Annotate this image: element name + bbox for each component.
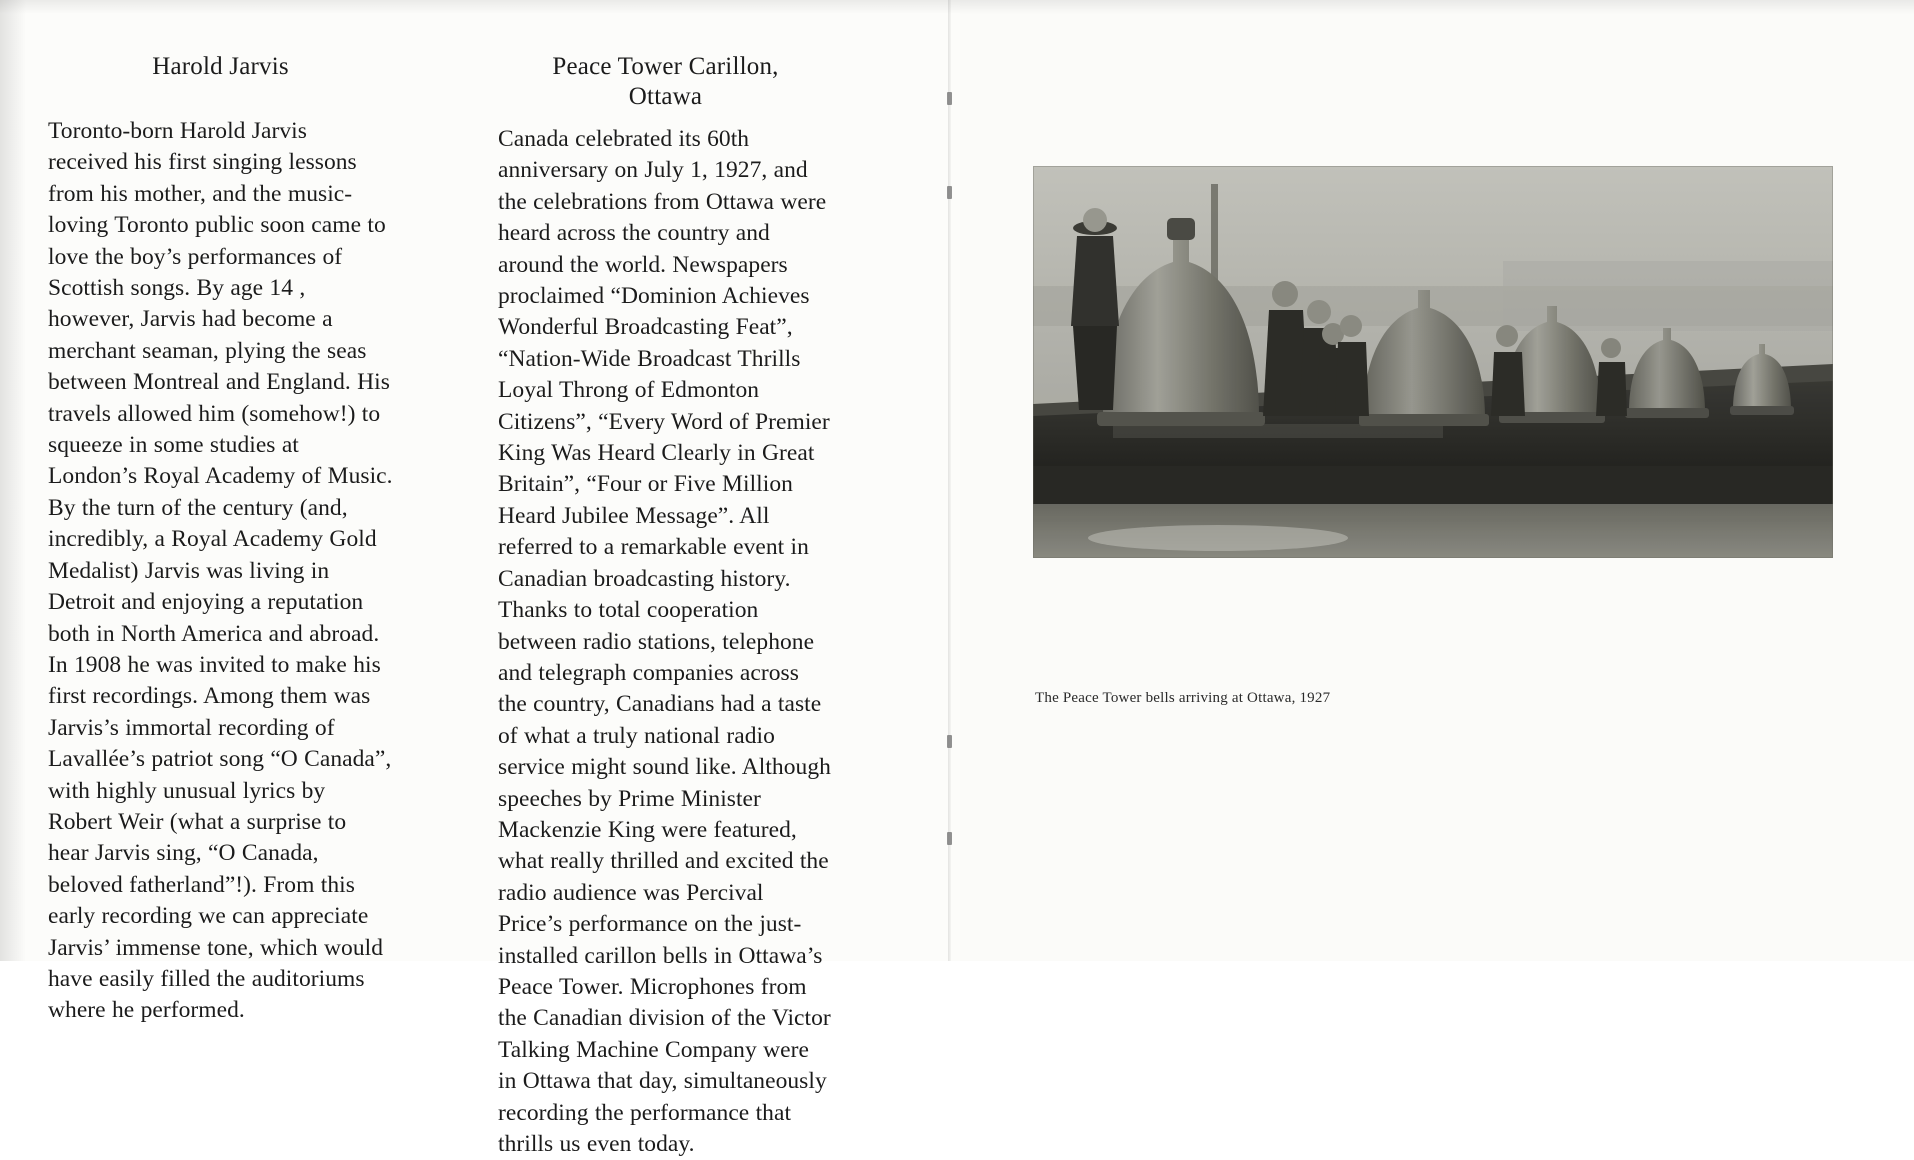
column-heading-line-1: Peace Tower Carillon, <box>552 53 779 80</box>
column-heading: Harold Jarvis <box>152 53 289 80</box>
article-column-peace-tower-carillon <box>498 52 833 1160</box>
top-edge-shadow <box>0 0 1914 14</box>
photograph-caption: The Peace Tower bells arriving at Ottawa, 1927 <box>1035 690 1331 706</box>
staple-mark <box>947 92 952 105</box>
column-heading <box>498 52 833 112</box>
column-heading-line-2: Ottawa <box>628 83 703 110</box>
staple-mark <box>947 735 952 748</box>
photograph-figure <box>1033 166 1833 558</box>
peace-tower-bells-photograph <box>1033 166 1833 558</box>
staple-mark <box>947 186 952 199</box>
binding-gutter <box>948 0 951 961</box>
left-edge-shadow <box>0 0 26 961</box>
column-body-text: Canada celebrated its 60th anniversary on July 1, 1927, and the celebrations from Ottawa were heard across the country and around the world. Newspapers proclaimed “Dominion Achieves Wonderful Broadcasting Feat”, “Nation-Wide Broadcast Thrills Loyal Throng of Edmonton Citizens”, “Every Word of Premier King Was Heard Clearly in Great Britain”, “Four or Five Million Heard Jubilee Message”. All referred to a remarkable event in Canadian broadcasting history. Thanks to total cooperation between radio stations, telephone and telegraph companies across the country, Canadians had a taste of what a truly national radio service might sound like. Although speeches by Prime Minister Mackenzie King were featured, what really thrilled and excited the radio audience was Percival Price’s performance on the just-installed carillon bells in Ottawa’s Peace Tower. Microphones from the Canadian division of the Victor Talking Machine Company were in Ottawa that day, simultaneously recording the performance that thrills us even today. <box>498 126 831 1157</box>
column-body-text: Toronto-born Harold Jarvis received his first singing lessons from his mother, and the music-loving Toronto public soon came to love the boy’s performances of Scottish songs. By age 14 , however, Jarvis had become a merchant seaman, plying the seas between Montreal and England. His travels allowed him (somehow!) to squeeze in some studies at London’s Royal Academy of Music. By the turn of the century (and, incredibly, a Royal Academy Gold Medalist) Jarvis was living in Detroit and enjoying a reputation both in North America and abroad. In 1908 he was invited to make his first recordings. Among them was Jarvis’s immortal recording of Lavallée’s patriot song “O Canada”, with highly unusual lyrics by Robert Weir (what a surprise to hear Jarvis sing, “O Canada, beloved fatherland”!). From this early recording we can appreciate Jarvis’ immense tone, which would have easily filled the auditoriums where he performed. <box>48 118 393 1024</box>
article-column-harold-jarvis <box>48 52 393 1027</box>
staple-mark <box>947 832 952 845</box>
